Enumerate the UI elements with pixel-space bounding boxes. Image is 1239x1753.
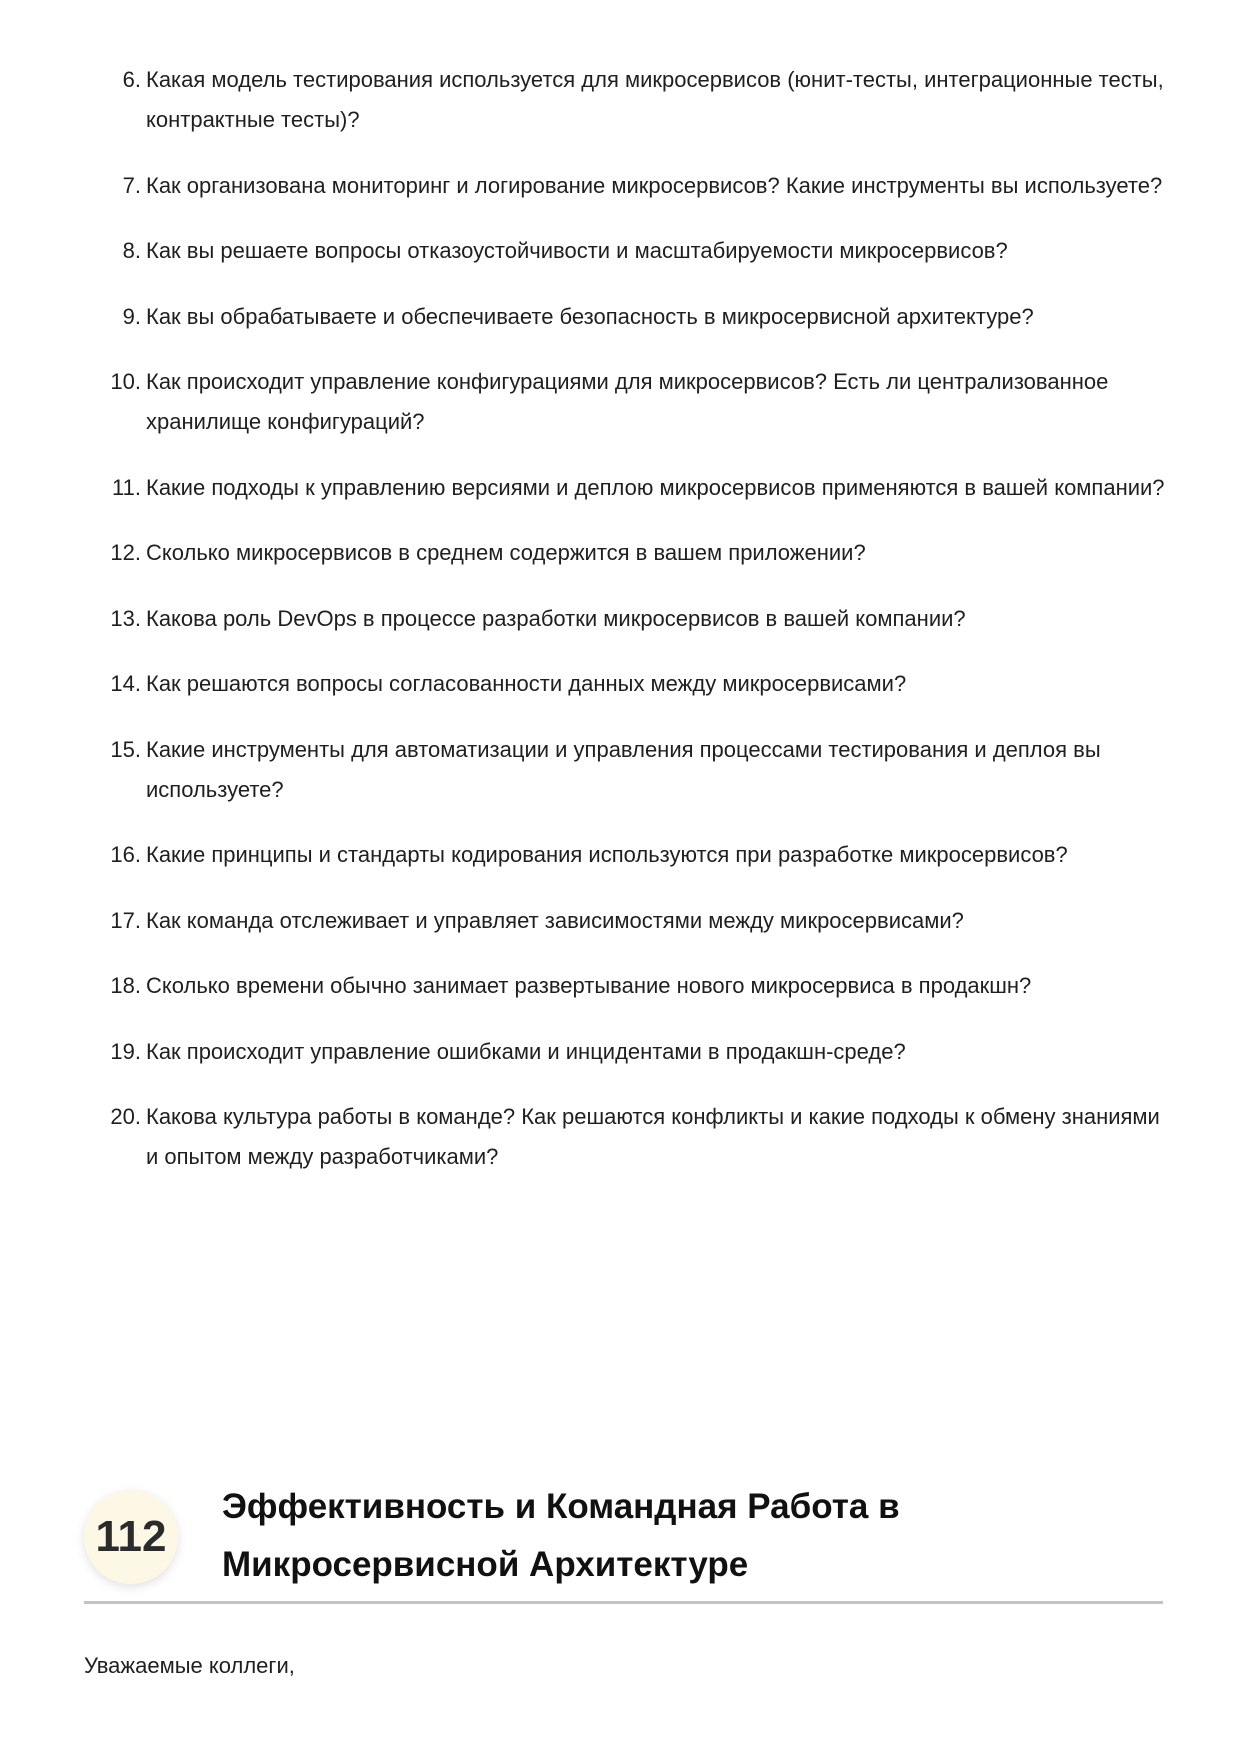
section-title: Эффективность и Командная Работа в Микросервисной Архитектуре bbox=[222, 1487, 900, 1584]
question-text: Как вы решаете вопросы отказоустойчивости и масштабируемости микросервисов? bbox=[146, 238, 1008, 263]
question-item bbox=[110, 1032, 1176, 1072]
greeting-text: Уважаемые коллеги, bbox=[84, 1653, 295, 1678]
question-text: Как команда отслеживает и управляет зависимостями между микросервисами? bbox=[146, 907, 964, 933]
section-number-badge: 112 bbox=[84, 1490, 178, 1584]
question-text: Сколько микросервисов в среднем содержится в вашем приложении? bbox=[146, 540, 866, 565]
questions-list bbox=[110, 60, 1176, 1203]
question-number: 18. bbox=[110, 973, 141, 998]
question-item bbox=[110, 664, 1176, 704]
question-item bbox=[110, 966, 1176, 1006]
question-number: 13. bbox=[110, 605, 141, 631]
question-item bbox=[122, 231, 1176, 271]
question-text: Как вы обрабатываете и обеспечиваете безопасность в микросервисной архитектуре? bbox=[146, 303, 1034, 329]
question-text: Как происходит управление конфигурациями для микросервисов? Есть ли централизованное хранилище конфигураций? bbox=[146, 369, 1109, 434]
question-item bbox=[110, 599, 1176, 639]
question-number: 10. bbox=[110, 369, 141, 394]
question-number: 12. bbox=[110, 540, 141, 565]
question-item bbox=[122, 166, 1176, 206]
question-text: Какова роль DevOps в процессе разработки микросервисов в вашей компании? bbox=[146, 605, 966, 631]
question-number: 14. bbox=[110, 671, 141, 696]
question-text: Как происходит управление ошибками и инцидентами в продакшн-среде? bbox=[146, 1038, 906, 1064]
question-text: Какие подходы к управлению версиями и деплою микросервисов применяются в вашей компании? bbox=[146, 474, 1165, 500]
question-number: 6. bbox=[122, 67, 141, 92]
question-text: Какая модель тестирования используется для микросервисов (юнит-тесты, интеграционные тесты, контрактные тесты)? bbox=[146, 67, 1164, 132]
question-text: Как организована мониторинг и логирование микросервисов? Какие инструменты вы используете? bbox=[146, 172, 1163, 198]
question-item bbox=[110, 362, 1176, 442]
question-number: 9. bbox=[122, 303, 141, 329]
question-number: 20. bbox=[110, 1104, 141, 1129]
question-item bbox=[112, 468, 1176, 508]
question-item bbox=[110, 901, 1176, 941]
question-number: 15. bbox=[110, 736, 141, 762]
question-item bbox=[122, 297, 1176, 337]
question-item bbox=[110, 533, 1176, 573]
question-text: Какова культура работы в команде? Как решаются конфликты и какие подходы к обмену знаниями и опытом между разработчиками? bbox=[146, 1104, 1160, 1169]
question-item bbox=[122, 60, 1176, 140]
question-item bbox=[110, 730, 1176, 810]
question-number: 7. bbox=[122, 172, 141, 198]
question-number: 19. bbox=[110, 1038, 141, 1064]
question-number: 17. bbox=[110, 907, 141, 933]
question-text: Какие инструменты для автоматизации и управления процессами тестирования и деплоя вы используете? bbox=[146, 736, 1101, 802]
question-number: 16. bbox=[110, 842, 141, 867]
question-number: 8. bbox=[122, 238, 141, 263]
question-number: 11. bbox=[112, 474, 141, 500]
section-divider bbox=[84, 1601, 1163, 1604]
question-text: Сколько времени обычно занимает развертывание нового микросервиса в продакшн? bbox=[146, 973, 1032, 998]
question-text: Какие принципы и стандарты кодирования используются при разработке микросервисов? bbox=[146, 842, 1068, 867]
question-item bbox=[110, 1097, 1176, 1177]
question-item bbox=[110, 835, 1176, 875]
question-text: Как решаются вопросы согласованности данных между микросервисами? bbox=[146, 671, 907, 696]
